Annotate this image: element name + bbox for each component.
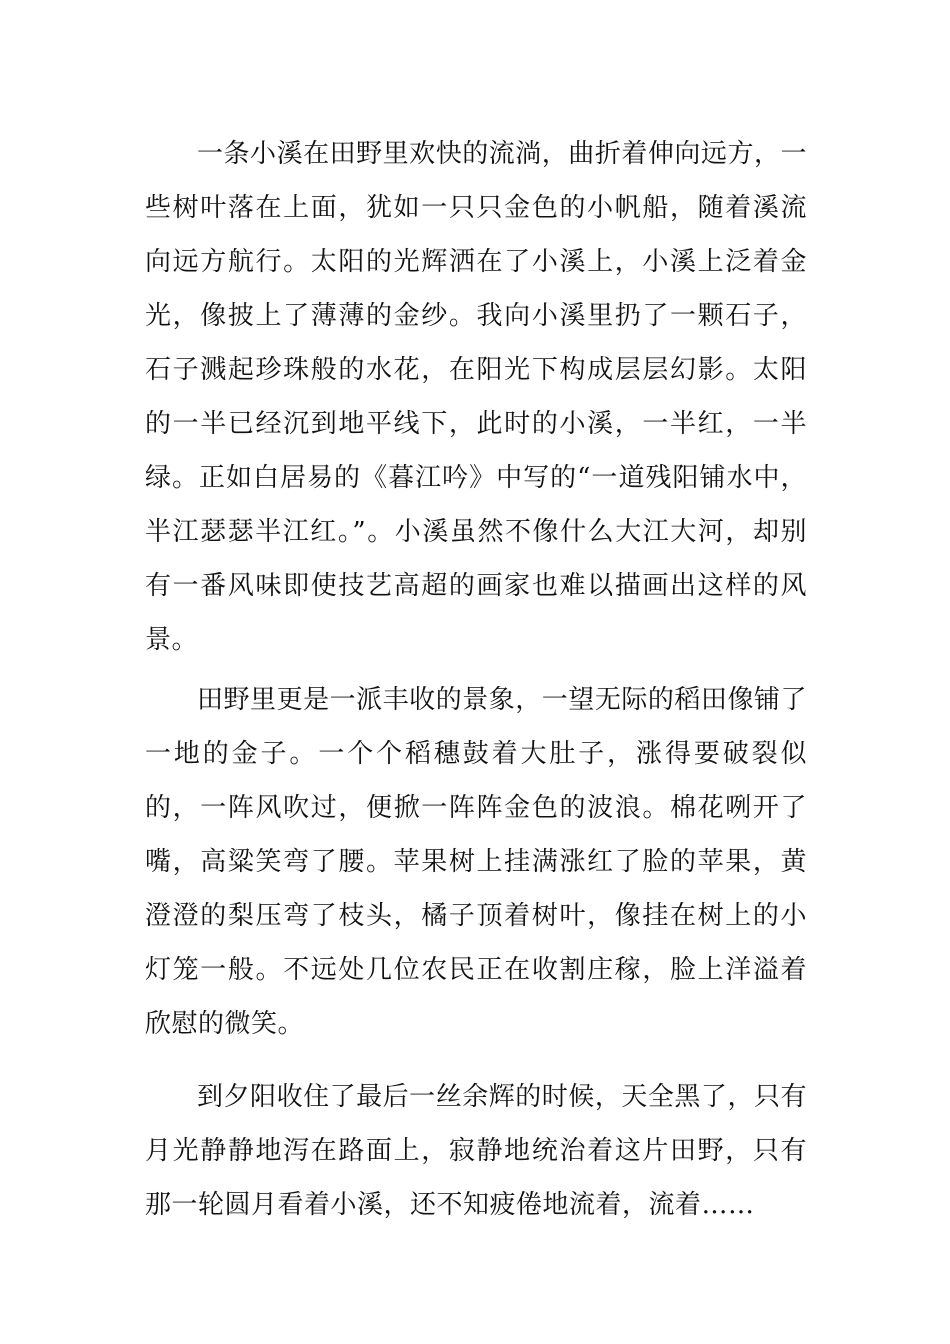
paragraph-moonlight: 到夕阳收住了最后一丝余辉的时候，天全黑了，只有月光静静地泻在路面上，寂静地统治着这片田野，只有那一轮圆月看着小溪，还不知疲倦地流着，流着…… (145, 1082, 807, 1220)
paragraph-harvest: 田野里更是一派丰收的景象，一望无际的稻田像铺了一地的金子。一个个稻穗鼓着大肚子，涨得要破裂似的，一阵风吹过，便掀一阵阵金色的波浪。棉花咧开了嘴，高粱笑弯了腰。苹果树上挂满涨红了脸的苹果，黄澄澄的梨压弯了枝头，橘子顶着树叶，像挂在树上的小灯笼一般。不远处几位农民正在收割庄稼，脸上洋溢着欣慰的微笑。 (145, 685, 807, 1039)
paragraph-stream: 一条小溪在田野里欢快的流淌，曲折着伸向远方，一些树叶落在上面，犹如一只只金色的小帆船，随着溪流向远方航行。太阳的光辉洒在了小溪上，小溪上泛着金光，像披上了薄薄的金纱。我向小溪里扔了一颗石子，石子溅起珍珠般的水花，在阳光下构成层层幻影。太阳的一半已经沉到地平线下，此时的小溪，一半红，一半绿。正如白居易的《暮江吟》中写的“一道残阳铺水中，半江瑟瑟半江红。”。小溪虽然不像什么大江大河，却别有一番风味即使技艺高超的画家也难以描画出这样的风景。 (145, 139, 807, 655)
